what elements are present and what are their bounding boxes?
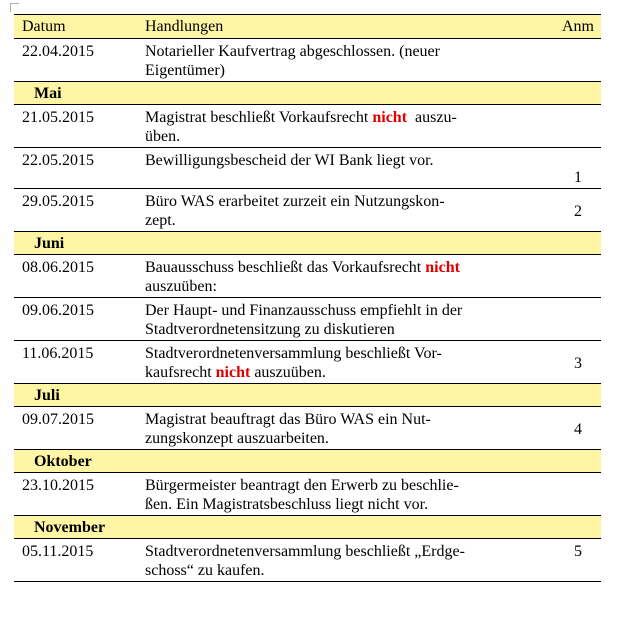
- table-row: [14, 341, 601, 384]
- entry-date: 09.06.2015: [14, 298, 137, 341]
- entry-note: 3: [555, 341, 601, 384]
- entry-text: Magistrat beschließt Vorkaufsrecht nicht auszu- üben.: [137, 105, 555, 148]
- entry-date: 22.05.2015: [14, 148, 137, 189]
- month-row-november: [14, 516, 601, 539]
- entry-date: 11.06.2015: [14, 341, 137, 384]
- entry-text: Büro WAS erarbeitet zurzeit ein Nutzungskon- zept.: [137, 189, 555, 232]
- table-row: [14, 105, 601, 148]
- entry-note: 2: [555, 189, 601, 232]
- entry-note: 5: [555, 539, 601, 582]
- entry-date: 05.11.2015: [14, 539, 137, 582]
- header-date: Datum: [14, 15, 137, 39]
- entry-date: 23.10.2015: [14, 473, 137, 516]
- table-row: [14, 473, 601, 516]
- entry-text: Notarieller Kaufvertrag abgeschlossen. (neuer Eigentümer): [137, 39, 555, 82]
- chronology-table: [14, 14, 601, 582]
- month-label: November: [14, 516, 137, 539]
- table-row: [14, 407, 601, 450]
- entry-text: Magistrat beauftragt das Büro WAS ein Nut- zungskonzept auszuarbeiten.: [137, 407, 555, 450]
- month-row-juni: [14, 232, 601, 255]
- entry-text: Der Haupt- und Finanzausschuss empfiehlt in der Stadtverordnetensitzung zu diskutieren: [137, 298, 555, 341]
- entry-note: [555, 255, 601, 298]
- entry-text: Stadtverordnetenversammlung beschließt „Erdge- schoss“ zu kaufen.: [137, 539, 555, 582]
- entry-date: 29.05.2015: [14, 189, 137, 232]
- month-label: Juli: [14, 384, 137, 407]
- entry-note: [555, 105, 601, 148]
- table-row: [14, 189, 601, 232]
- table-row: [14, 39, 601, 82]
- entry-note: [555, 298, 601, 341]
- table-row: [14, 255, 601, 298]
- table-row: [14, 298, 601, 341]
- table-row: [14, 148, 601, 189]
- entry-text: Bewilligungsbescheid der WI Bank liegt vor.: [137, 148, 555, 189]
- month-row-mai: [14, 82, 601, 105]
- entry-note: 1: [555, 148, 601, 189]
- highlight-nicht: nicht: [425, 259, 460, 276]
- month-label: Mai: [14, 82, 137, 105]
- header-actions: Handlungen: [137, 15, 555, 39]
- month-label: Oktober: [14, 450, 137, 473]
- entry-date: 09.07.2015: [14, 407, 137, 450]
- entry-date: 08.06.2015: [14, 255, 137, 298]
- entry-note: 4: [555, 407, 601, 450]
- corner-mark: [10, 3, 19, 12]
- highlight-nicht: nicht: [215, 364, 251, 381]
- entry-note: [555, 39, 601, 82]
- table-header-row: [14, 15, 601, 39]
- entry-date: 21.05.2015: [14, 105, 137, 148]
- month-label: Juni: [14, 232, 137, 255]
- entry-text: Bauausschuss beschließt das Vorkaufsrecht nicht auszuüben:: [137, 255, 555, 298]
- highlight-nicht: nicht: [372, 109, 408, 126]
- month-row-oktober: [14, 450, 601, 473]
- entry-date: 22.04.2015: [14, 39, 137, 82]
- entry-note: [555, 473, 601, 516]
- entry-text: Bürgermeister beantragt den Erwerb zu beschlie- ßen. Ein Magistratsbeschluss liegt nicht vor.: [137, 473, 555, 516]
- entry-text: Stadtverordnetenversammlung beschließt Vor- kaufsrecht nicht auszuüben.: [137, 341, 555, 384]
- month-row-juli: [14, 384, 601, 407]
- table-row: [14, 539, 601, 582]
- header-note: Anm: [555, 15, 601, 39]
